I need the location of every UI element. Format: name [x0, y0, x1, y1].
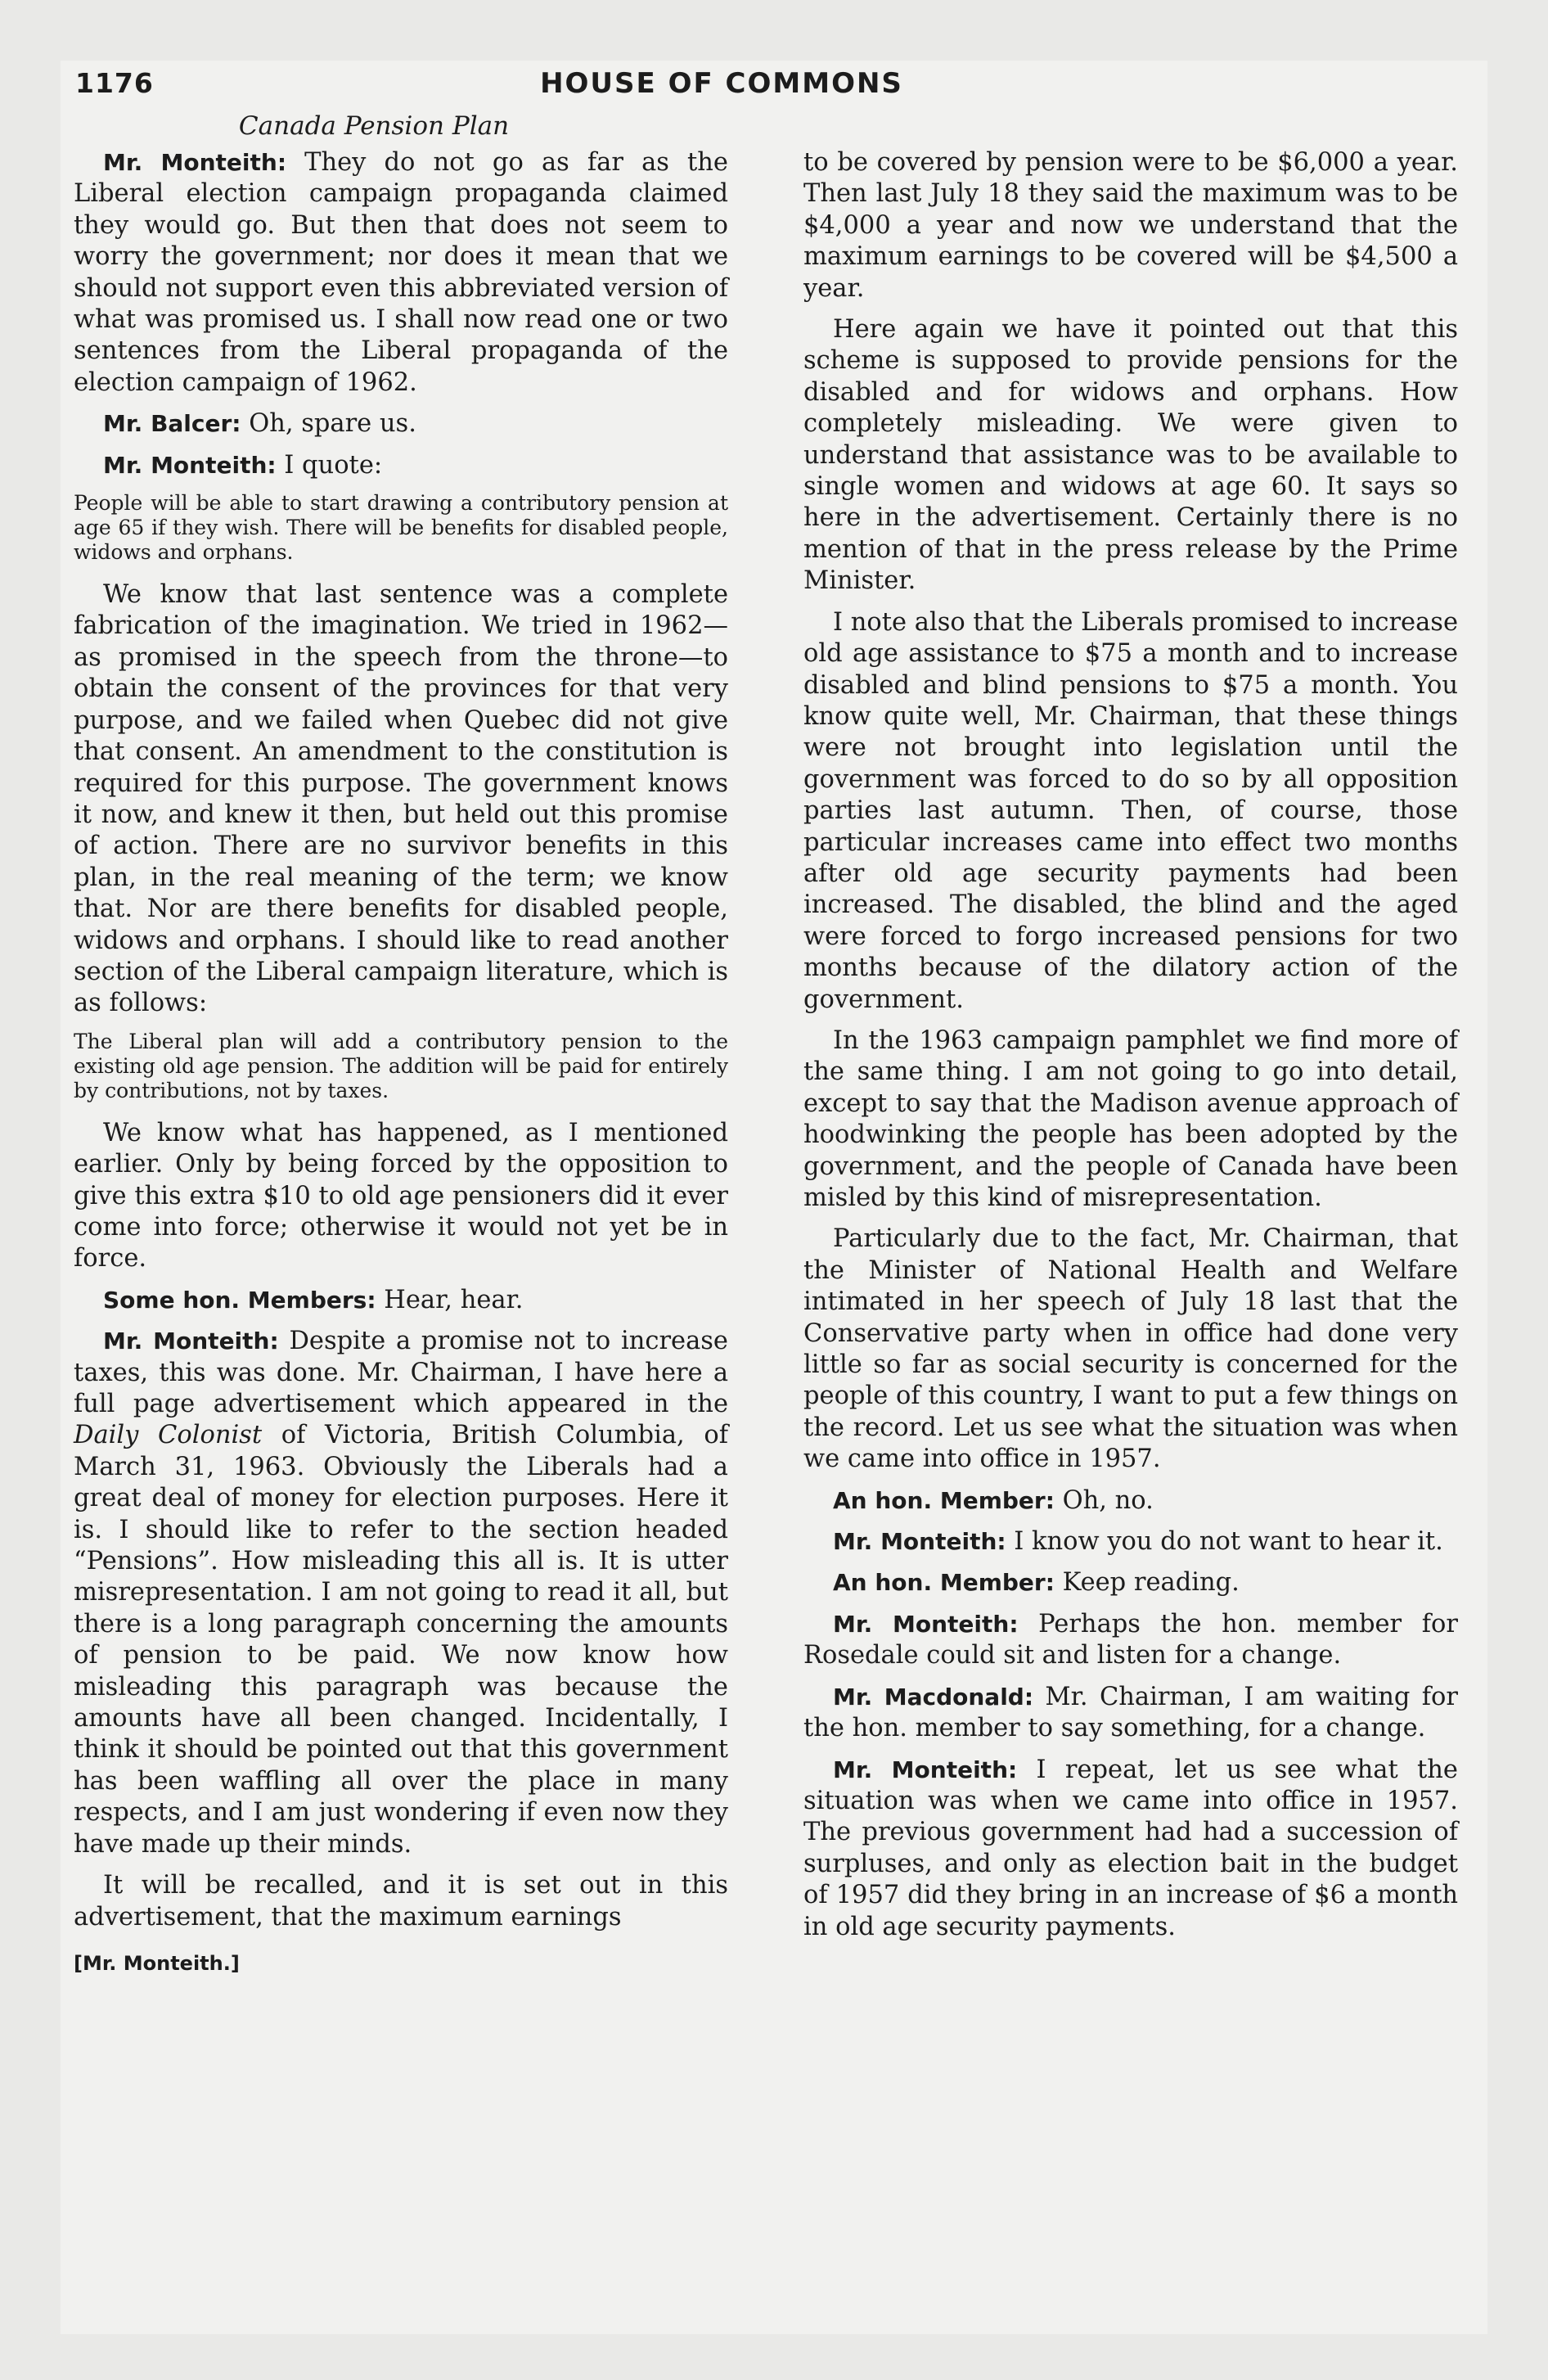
paragraph: It will be recalled, and it is set out in this advertisement, that the maximum earnings: [74, 1871, 728, 1931]
speaker-name: Mr. Monteith:: [103, 451, 277, 479]
paragraph: [803, 1755, 1458, 1943]
running-head: HOUSE OF COMMONS: [540, 67, 903, 100]
speech-text: I know you do not want to hear it.: [1006, 1527, 1443, 1557]
paragraph: to be covered by pension were to be $6,000 a year. Then last July 18 they said the maximum was to be $4,000 a year and now we understand that the maximum earnings to be covered will be $4,500 a year.: [803, 148, 1458, 303]
paragraph: We know what has happened, as I mentioned earlier. Only by being forced by the opposition to give this extra $10 to old age pensioners did it ever come into force; otherwise it would not yet be in force.: [74, 1118, 728, 1273]
paragraph: [74, 147, 728, 399]
speaker-signature: [Mr. Monteith.]: [74, 1951, 240, 1975]
speech-text: Hear, hear.: [376, 1285, 524, 1314]
speech-text: I repeat, let us see what the situation was when we came into office in 1957. The previous government had had a succession of surpluses, and only as election bait in the budget of 1957 did they bring in an increase of $6 a month in old age security payments.: [803, 1755, 1458, 1941]
newspaper-title: Daily Colonist: [74, 1421, 263, 1450]
section-subhead: Canada Pension Plan: [238, 111, 510, 141]
paragraph: Here again we have it pointed out that this scheme is supposed to provide pensions for the disabled and for widows and orphans. How completely misleading. We were given to understand that assistance was to be available to single women and widows at age 60. It says so here in the advertisement. Certainly there is no mention of that in the press release by the Prime Minister.: [803, 315, 1458, 596]
speech-text: Despite a promise not to increase taxes, this was done. Mr. Chairman, I have here a full page advertisement which appeared in the: [74, 1327, 728, 1418]
left-column: [74, 147, 728, 1989]
paragraph: In the 1963 campaign pamphlet we find more of the same thing. I am not going to go into detail, except to say that the Madison avenue approach of hoodwinking the people has been adopted by the government, and the people of Canada have been misled by this kind of misrepresentation.: [803, 1025, 1458, 1212]
speaker-name: Mr. Monteith:: [833, 1610, 1019, 1638]
page-header: [75, 67, 1368, 116]
speaker-name: Mr. Monteith:: [103, 149, 287, 176]
paragraph: [803, 1567, 1458, 1598]
speech-text: Keep reading.: [1054, 1568, 1240, 1598]
speaker-name: An hon. Member:: [833, 1486, 1055, 1514]
speech-text: of Victoria, British Columbia, of March 31, 1963. Obviously the Liberals had a great deal of money for election purposes. Here it is. I should like to refer to the section headed “Pensions”. How misleading this all is. It is utter misrepresentation. I am not going to read it all, but there is a long paragraph concerning the amounts of pension to be paid. We now know how misleading this paragraph was because the amounts have all been changed. Incidentally, I think it should be pointed out that this government has been waffling all over the place in many respects, and I am just wondering if even now they have made up their minds.: [74, 1421, 728, 1859]
block-quote: The Liberal plan will add a contributory pension to the existing old age pension. The addition will be paid for entirely by contributions, not by taxes.: [74, 1029, 728, 1102]
speaker-name: Mr. Monteith:: [103, 1327, 279, 1355]
paragraph: [74, 450, 728, 481]
speech-text: Oh, spare us.: [241, 409, 416, 439]
paragraph: [803, 1609, 1458, 1672]
speaker-name: Mr. Balcer:: [103, 410, 241, 438]
speech-text: I quote:: [276, 450, 383, 480]
paragraph: Particularly due to the fact, Mr. Chairman, that the Minister of National Health and Welfare intimated in her speech of July 18 last that the Conservative party when in office had done very little so far as social security is concerned for the people of this country, I want to put a few things on the record. Let us see what the situation was when we came into office in 1957.: [803, 1224, 1458, 1474]
paragraph: [803, 1485, 1458, 1517]
paragraph: [803, 1526, 1458, 1557]
paragraph: I note also that the Liberals promised to increase old age assistance to $75 a month and to increase disabled and blind pensions to $75 a month. You know quite well, Mr. Chairman, that these things were not brought into legislation until the government was forced to do so by all opposition parties last autumn. Then, of course, those particular increases came into effect two months after old age security payments had been increased. The disabled, the blind and the aged were forced to forgo increased pensions for two months because of the dilatory action of the government.: [803, 607, 1458, 1014]
paragraph: [803, 1682, 1458, 1745]
paragraph: [74, 1285, 728, 1316]
speaker-name: Mr. Monteith:: [833, 1756, 1018, 1783]
speech-text: They do not go as far as the Liberal election campaign propaganda claimed they would go. But then that does not seem to worry the government; nor does it mean that we should not support even this abbreviated version of what was promised us. I shall now read one or two sentences from the Liberal propaganda of the election campaign of 1962.: [74, 148, 728, 397]
page-number: 1176: [75, 67, 154, 99]
speech-text: Oh, no.: [1054, 1485, 1154, 1515]
paragraph: [74, 1326, 728, 1860]
speech-text: Perhaps the hon. member for Rosedale could sit and listen for a change.: [803, 1609, 1458, 1670]
speech-text: Mr. Chairman, I am waiting for the hon. member to say something, for a change.: [803, 1682, 1458, 1743]
speaker-name: Mr. Macdonald:: [833, 1683, 1034, 1711]
speaker-name: Mr. Monteith:: [833, 1528, 1006, 1556]
paragraph: We know that last sentence was a complete fabrication of the imagination. We tried in 1962—as promised in the speech from the throne—to obtain the consent of the provinces for that very purpose, and we failed when Quebec did not give that consent. An amendment to the constitution is required for this purpose. The government knows it now, and knew it then, but held out this promise of action. There are no survivor benefits in this plan, in the real meaning of the term; we know that. Nor are there benefits for disabled people, widows and orphans. I should like to read another section of the Liberal campaign literature, which is as follows:: [74, 580, 728, 1018]
right-column: [803, 147, 1458, 1953]
paragraph: [74, 408, 728, 439]
speaker-name: Some hon. Members:: [103, 1286, 376, 1314]
block-quote: People will be able to start drawing a contributory pension at age 65 if they wish. There will be benefits for disabled people, widows and orphans.: [74, 491, 728, 565]
speaker-name: An hon. Member:: [833, 1569, 1055, 1597]
